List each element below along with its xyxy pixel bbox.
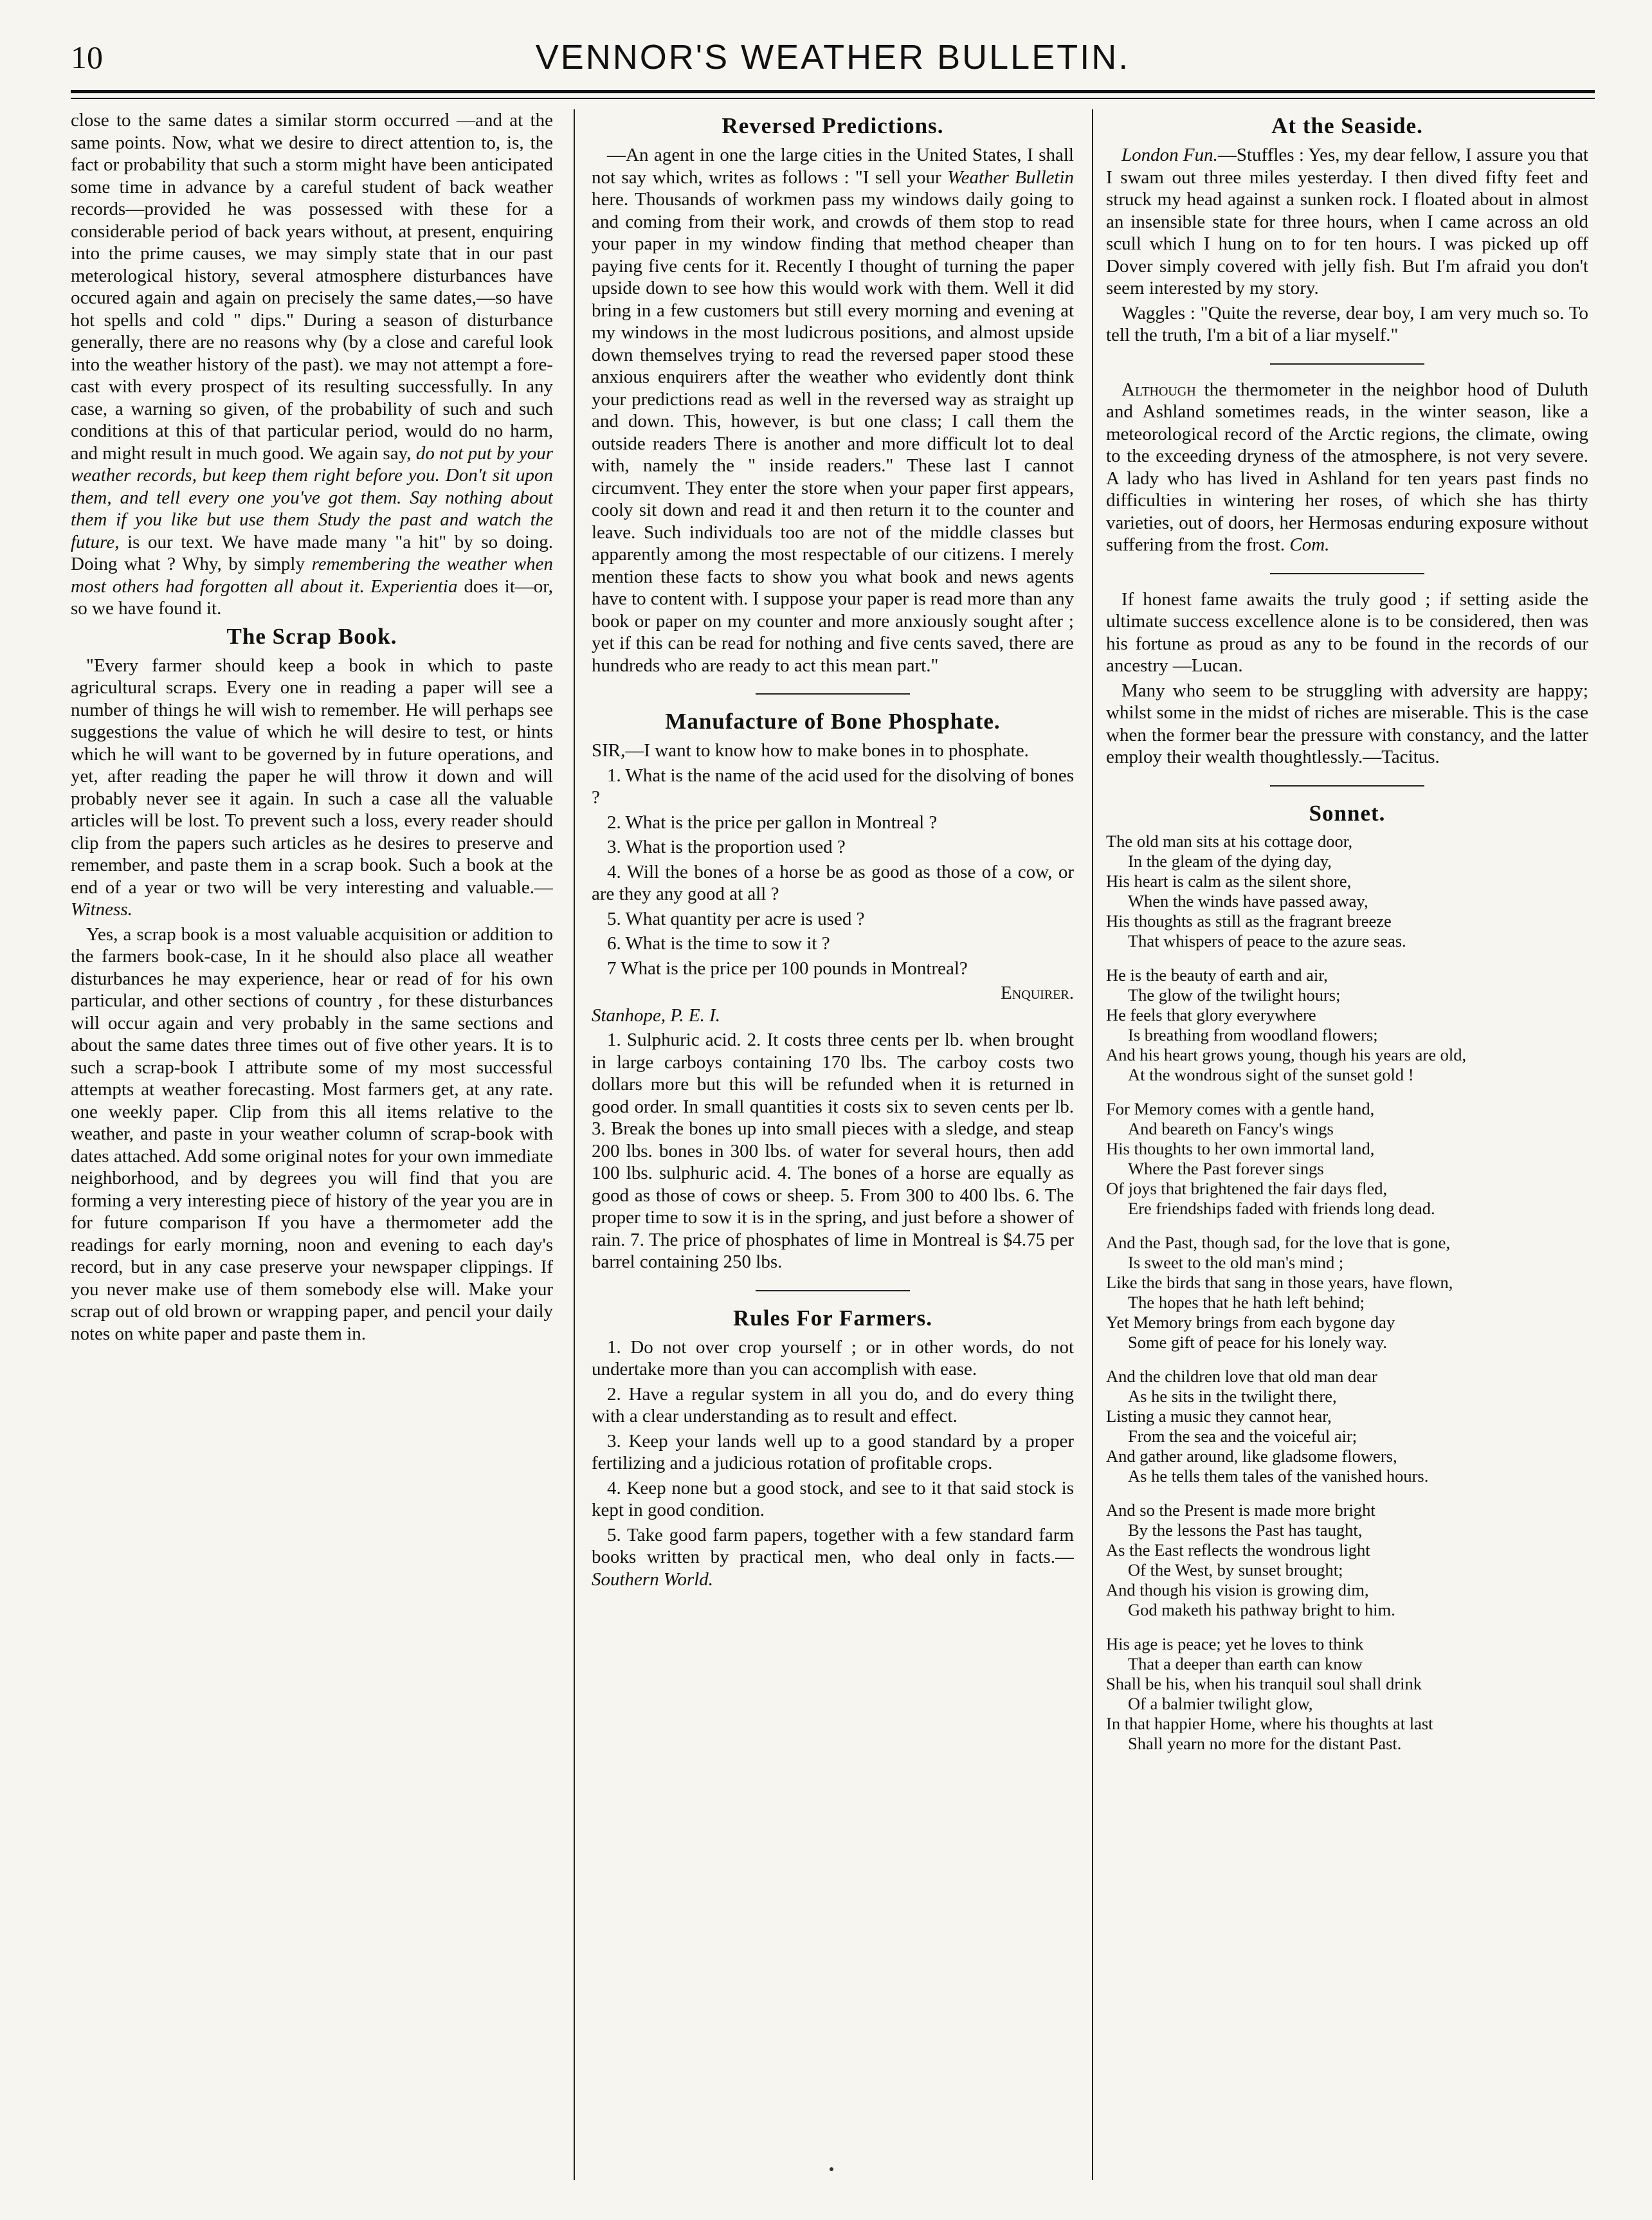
poem-stanza (1106, 832, 1588, 951)
poem-line: From the sea and the voiceful air; (1128, 1426, 1357, 1446)
poem-line: For Memory comes with a gentle hand, (1106, 1098, 1375, 1118)
rule-item: 1. Do not over crop yourself ; or in other words, do not undertake more than you can accomplish with ease. (592, 1336, 1074, 1379)
poem-line: He feels that glory everywhere (1106, 1005, 1316, 1024)
printer-mark (830, 2167, 833, 2171)
poem-stanza (1106, 1233, 1588, 1352)
poem-line: In that happier Home, where his thoughts at last (1106, 1713, 1433, 1733)
poem-title-sonnet: Sonnet. (1309, 800, 1386, 826)
section-separator (1270, 573, 1424, 574)
poem-line: Is sweet to the old man's mind ; (1128, 1252, 1344, 1272)
poem-stanza (1106, 1634, 1588, 1754)
article-paragraph: Although the thermometer in the neighbor hood of Duluth and Ashland sometimes reads, in the winter season, like a meteorological record of the Arctic regions, the climate, owing to the exceeding dryness of the atmosphere, is not very severe. A lady who has lived in Ashland for ten years past finds no difficulties in wintering her roses, of which she has thirty varieties, out of doors, her Hermosas enduring exposure without suffering from the frost. Com. (1106, 379, 1588, 555)
poem-stanza (1106, 1500, 1588, 1620)
question-item: 1. What is the name of the acid used for the disolving of bones ? (592, 765, 1074, 808)
poem-line: Of joys that brightened the fair days fled, (1106, 1178, 1388, 1198)
poem-line: The hopes that he hath left behind; (1128, 1292, 1365, 1312)
question-item: 6. What is the time to sow it ? (607, 933, 830, 954)
section-separator (1270, 785, 1424, 787)
page-header (71, 26, 1595, 96)
poem-line: Ere friendships faded with friends long dead. (1128, 1198, 1435, 1218)
poem-line: When the winds have passed away, (1128, 891, 1368, 911)
column-divider (1092, 109, 1093, 2180)
poem-stanza (1106, 965, 1588, 1085)
rule-item: 3. Keep your lands well up to a good standard by a proper fertilizing and a judicious rotation of profitable crops. (592, 1430, 1074, 1473)
poem-line: His age is peace; yet he loves to think (1106, 1633, 1364, 1653)
rule-item: 2. Have a regular system in all you do, and do every thing with a clear understanding as to result and effect. (592, 1383, 1074, 1426)
poem-line: As he tells them tales of the vanished hours. (1128, 1466, 1429, 1486)
letter-intro: SIR,—I want to know how to make bones in to phosphate. (592, 740, 1029, 761)
poem-line: He is the beauty of earth and air, (1106, 965, 1328, 985)
poem-line: The glow of the twilight hours; (1128, 985, 1341, 1005)
poem-line: As he sits in the twilight there, (1128, 1386, 1337, 1406)
article-paragraph: Yes, a scrap book is a most valuable acquisition or addition to the farmers book-case, In it he should also place all weather disturbances he may experience, hear or read of for his own particular, and other sections of country , for these disturbances will occur again and very probably in the same sections and about the same dates three times out of five other years. It is to such a scrap-book I attribute some of my most successful attempts at weather forecasting. Most farmers get, at any rate. one weekly paper. Clip from this all items relative to the weather, and paste in your weather column of scrap-book with dates attached. Add some original notes for your own immediate neighborhood, and by degrees you will find that you are forming a very interesting piece of history of the year you are in for future comparison If you have a thermometer add the readings for early morning, noon and evening to each day's record, but in any case preserve your newspaper clippings. If you never make use of them somebody else will. Make your scrap out of old brown or wrapping paper, and pencil your daily notes on white paper and paste them in. (71, 923, 553, 1344)
poem-line: Some gift of peace for his lonely way. (1128, 1332, 1388, 1352)
masthead-title: VENNOR'S WEATHER BULLETIN. (535, 38, 1130, 77)
newspaper-page (71, 26, 1595, 2199)
poem-stanza (1106, 1099, 1588, 1219)
poem-line: His thoughts to her own immortal land, (1106, 1138, 1375, 1158)
column-right (1106, 109, 1588, 2187)
poem-line: Listing a music they cannot hear, (1106, 1406, 1332, 1426)
column-divider (574, 109, 575, 2180)
poem-line: Yet Memory brings from each bygone day (1106, 1312, 1395, 1332)
question-item: 7 What is the price per 100 pounds in Montreal? (607, 958, 968, 979)
poem-line: And his heart grows young, though his years are old, (1106, 1044, 1467, 1064)
column-middle (592, 109, 1074, 2187)
poem-stanza (1106, 1367, 1588, 1486)
poem-line: By the lessons the Past has taught, (1128, 1520, 1363, 1540)
question-item: 3. What is the proportion used ? (607, 837, 846, 857)
article-paragraph: If honest fame awaits the truly good ; if setting aside the ultimate success excellence alone is to be considered, then was his fortune as proud as any to be found in the records of our ancestry —Lucan. (1106, 588, 1588, 676)
article-title-reversed-predictions: Reversed Predictions. (722, 113, 944, 138)
article-paragraph: "Every farmer should keep a book in which to paste agricultural scraps. Every one in reading a paper will see a number of things he will wish to remember. He will perhaps see suggestions the value of which he will desire to test, or hints which he will want to be governed by in future operations, and yet, after reading the paper he will throw it down and will probably never see it again. In such a case all the valuable articles will be lost. To prevent such a loss, every reader should clip from the papers such articles as he desires to preserve and remember, and paste them in a scrap book. Such a book at the end of a year or two will be very interesting and valuable.—Witness. (71, 655, 553, 920)
poem-line: Where the Past forever sings (1128, 1158, 1324, 1178)
section-separator (756, 693, 910, 695)
poem-line: Is breathing from woodland flowers; (1128, 1024, 1378, 1044)
sonnet-poem (1106, 832, 1588, 1754)
article-paragraph: Many who seem to be struggling with adversity are happy; whilst some in the midst of riches are miserable. This is the case when the former bear the pressure with constancy, and the latter employ their wealth thoughtlessly.—Tacitus. (1106, 680, 1588, 767)
poem-line: And gather around, like gladsome flowers, (1106, 1446, 1397, 1466)
poem-line: God maketh his pathway bright to him. (1128, 1599, 1395, 1619)
poem-line: His heart is calm as the silent shore, (1106, 871, 1352, 891)
rule-item: 4. Keep none but a good stock, and see to it that said stock is kept in good condition. (592, 1477, 1074, 1520)
answer-paragraph: 1. Sulphuric acid. 2. It costs three cents per lb. when brought in large carboys containing 170 lbs. The carboy costs two dollars more but this will be refunded when it is returned in good order. In small quantities it costs six to seven cents per lb. 3. Break the bones up into small pieces with a sledge, and steap 200 lbs. bones in 300 lbs. of water for several hours, then add 100 lbs. sulphuric acid. 4. The bones of a horse are equally as good as those of cows or sheep. 5. From 300 to 400 lbs. 6. The proper time to sow it is in the spring, and just before a shower of rain. 7. The price of phosphates of lime in Montreal is $4.75 per barrel containing 250 lbs. (592, 1030, 1074, 1272)
letter-signature: Enquirer. (1001, 983, 1074, 1003)
poem-line: And the children love that old man dear (1106, 1366, 1377, 1386)
article-continuation: close to the same dates a similar storm occurred —and at the same points. Now, what we desire to direct attention to, is, the fact or probability that such a storm might have been anticipated some time in advance by a careful student of back weather records—provided he was possessed with these for a considerable period of back years without, at present, enquiring into the prime causes, we may simply state that in our past meterological history, several atmosphere disturbances have occured again and again on precisely the same dates,—so have hot spells and cold " dips." During a season of disturbance generally, there are no reasons why (by a close and careful look into the weather history of the past). we may not attempt a fore-cast with every prospect of its resulting successfully. In any case, a warning so given, of the probability of such and such conditions at this of that particular period, would do no harm, and might result in much good. We again say, do not put by your weather records, but keep them right before you. Don't sit upon them, and tell every one you've got them. Say nothing about them if you like but use them Study the past and watch the future, is our text. We have made many "a hit" by so doing. Doing what ? Why, by simply remembering the weather when most others had forgotten all about it. Experientia does it—or, so we have found it. (71, 110, 553, 619)
article-paragraph: Waggles : "Quite the reverse, dear boy, I am very much so. To tell the truth, I'm a bit of a liar myself." (1106, 302, 1588, 345)
header-rule-thick (71, 90, 1595, 93)
poem-line: Shall be his, when his tranquil soul shall drink (1106, 1673, 1422, 1693)
header-rule-thin (71, 98, 1595, 99)
page-number: 10 (71, 39, 103, 75)
poem-line: Shall yearn no more for the distant Past. (1128, 1733, 1402, 1753)
question-item: 2. What is the price per gallon in Montreal ? (607, 812, 938, 833)
poem-line: Of a balmier twilight glow, (1128, 1693, 1313, 1713)
poem-line: Like the birds that sang in those years, have flown, (1106, 1272, 1453, 1292)
poem-line: That a deeper than earth can know (1128, 1653, 1363, 1673)
article-paragraph: —An agent in one the large cities in the United States, I shall not say which, writes as follows : "I sell your Weather Bulletin here. Thousands of workmen pass my windows daily going to and coming from their work, and crowds of them stop to read your paper in my window finding that method cheaper than paying five cents for it. Recently I thought of turning the paper upside down to see how this would work with them. Well it did bring in a few customers but still every morning and evening at my windows in the most ludicrous positions, and almost upside down themselves trying to read the reversed paper stood these anxious enquirers after the weather who evidently dont think your predictions read as well in the reversed way as straight up and down. This, however, is but one class; I call them the outside readers There is another and more difficult lot to deal with, namely the " inside readers." These last I cannot circumvent. They enter the store when your paper first appears, cooly sit down and read it and then return it to the counter and leave. Such individuals too are not of the middle classes but apparently among the most respectable of our citizens. I merely mention these facts to show you what book and news agents have to content with. I suppose your paper is read more than any book or paper on my counter and more anxiously sought after ; yet if this can be read for nothing and five cents saved, there are hundreds who are ready to act this mean part." (592, 145, 1074, 676)
poem-line: And beareth on Fancy's wings (1128, 1118, 1334, 1138)
section-separator (1270, 363, 1424, 365)
rule-item: 5. Take good farm papers, together with a few standard farm books written by practical men, who deal only in facts.—Southern World. (592, 1524, 1074, 1590)
article-title-seaside: At the Seaside. (1271, 113, 1423, 138)
question-item: 5. What quantity per acre is used ? (607, 908, 865, 929)
article-title-bone-phosphate: Manufacture of Bone Phosphate. (665, 709, 1001, 734)
poem-line: And so the Present is made more bright (1106, 1500, 1375, 1520)
poem-line: At the wondrous sight of the sunset gold ! (1128, 1064, 1414, 1084)
poem-line: As the East reflects the wondrous light (1106, 1540, 1370, 1560)
poem-line: In the gleam of the dying day, (1128, 851, 1332, 871)
article-title-scrap-book: The Scrap Book. (226, 623, 397, 649)
article-paragraph: London Fun.—Stuffles : Yes, my dear fellow, I assure you that I swam out three miles yesterday. I then dived fifty feet and struck my head against a sunken rock. I floated about in almost an insensible state for three hours, when I came across an old scull which I hung on to for ten hours. I was picked up off Dover simply covered with jelly fish. But I'm afraid you don't seem interested by my story. (1106, 145, 1588, 298)
poem-line: And though his vision is growing dim, (1106, 1579, 1369, 1599)
column-left (71, 109, 553, 2187)
poem-line: That whispers of peace to the azure seas. (1128, 931, 1406, 951)
poem-line: And the Past, though sad, for the love that is gone, (1106, 1232, 1451, 1252)
letter-place: Stanhope, P. E. I. (592, 1005, 721, 1026)
poem-line: The old man sits at his cottage door, (1106, 831, 1353, 851)
poem-line: Of the West, by sunset brought; (1128, 1560, 1343, 1579)
section-separator (756, 1290, 910, 1291)
poem-line: His thoughts as still as the fragrant breeze (1106, 911, 1392, 931)
question-item: 4. Will the bones of a horse be as good as those of a cow, or are they any good at all ? (592, 861, 1074, 904)
article-title-rules-for-farmers: Rules For Farmers. (733, 1305, 932, 1331)
